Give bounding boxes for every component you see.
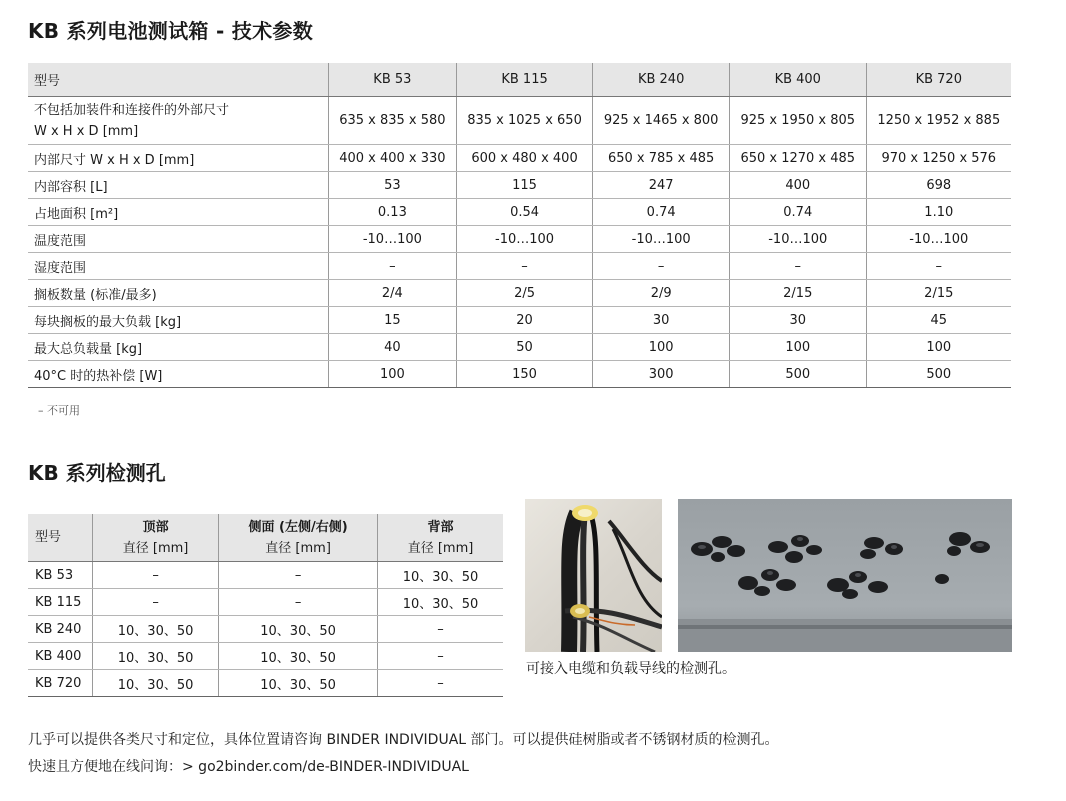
holes-cell: – [378,670,503,697]
spec-table [28,63,1011,388]
footnote: – 不可用 [38,404,80,417]
holes-cell: 10、30、50 [219,643,378,670]
holes-header-col-sub: 直径 [mm] [265,540,331,556]
footer-link-text: 快速且方便地在线问询：> go2binder.com/de-BINDER-INDIVIDUAL [28,759,469,775]
spec-cell: -10…100 [593,226,730,253]
spec-cell: 600 x 480 x 400 [456,145,593,172]
holes-cell: – [378,643,503,670]
spec-cell: 100 [593,334,730,361]
spec-row [28,334,1011,361]
spec-cell: 500 [866,361,1011,388]
spec-row [28,361,1011,388]
spec-cell: 30 [593,307,730,334]
holes-header-col-sub: 直径 [mm] [122,540,189,556]
spec-cell: 50 [456,334,593,361]
spec-cell: 15 [329,307,457,334]
spec-cell: 20 [456,307,593,334]
spec-row [28,172,1011,199]
spec-header-model: KB 720 [866,63,1011,97]
spec-cell: – [329,253,457,280]
spec-header-model: KB 115 [456,63,593,97]
holes-header-col [219,514,378,562]
spec-row-label-line1: 不包括加装件和连接件的外部尺寸 [34,102,230,118]
holes-model: KB 53 [28,562,93,589]
holes-header-col-name: 顶部 [142,519,169,535]
spec-row [28,307,1011,334]
holes-header-label: 型号 [28,514,93,562]
spec-row-label: 湿度范围 [28,253,329,280]
holes-header-col-name: 背部 [427,519,454,535]
holes-model: KB 720 [28,670,93,697]
spec-row-label: 最大总负载量 [kg] [28,334,329,361]
section-title: KB 系列检测孔 [28,461,166,485]
holes-cell: 10、30、50 [378,589,503,616]
spec-cell: -10…100 [329,226,457,253]
spec-cell: – [729,253,866,280]
photo-caption: 可接入电缆和负载导线的检测孔。 [526,661,736,677]
footer-text: 几乎可以提供各类尺寸和定位，具体位置请咨询 BINDER INDIVIDUAL 部门。可以提供硅树脂或者不锈钢材质的检测孔。 [28,732,779,748]
silicone-plugs-photo [678,499,1012,652]
holes-row [28,616,503,643]
spec-cell: 115 [456,172,593,199]
spec-cell: 300 [593,361,730,388]
holes-row [28,589,503,616]
spec-cell: 650 x 1270 x 485 [729,145,866,172]
spec-cell: 0.74 [593,199,730,226]
spec-cell: 247 [593,172,730,199]
holes-cell: 10、30、50 [93,670,219,697]
spec-cell: 2/4 [329,280,457,307]
holes-cell: 10、30、50 [93,616,219,643]
holes-table [28,514,503,697]
spec-cell: – [866,253,1011,280]
holes-header-col [93,514,219,562]
holes-model: KB 240 [28,616,93,643]
spec-header-model: KB 53 [329,63,457,97]
spec-cell: 30 [729,307,866,334]
spec-cell: 100 [329,361,457,388]
holes-header-col [378,514,503,562]
spec-cell: 650 x 785 x 485 [593,145,730,172]
spec-cell: 0.13 [329,199,457,226]
holes-row [28,643,503,670]
spec-cell: 400 x 400 x 330 [329,145,457,172]
spec-cell: 1250 x 1952 x 885 [866,97,1011,145]
holes-cell: – [93,589,219,616]
spec-cell: 698 [866,172,1011,199]
spec-cell: 0.74 [729,199,866,226]
spec-row-label: 温度范围 [28,226,329,253]
spec-header-model: KB 400 [729,63,866,97]
spec-cell: 100 [866,334,1011,361]
spec-row-label: 占地面积 [m²] [28,199,329,226]
holes-cell: – [219,562,378,589]
spec-cell: -10…100 [729,226,866,253]
spec-cell: 45 [866,307,1011,334]
spec-header-model: KB 240 [593,63,730,97]
spec-row [28,145,1011,172]
spec-row [28,226,1011,253]
spec-row-label: 内部尺寸 W x H x D [mm] [28,145,329,172]
holes-header-row [28,514,503,562]
holes-cell: 10、30、50 [378,562,503,589]
holes-cell: – [378,616,503,643]
spec-row-label: 搁板数量 (标准/最多) [28,280,329,307]
spec-cell: 970 x 1250 x 576 [866,145,1011,172]
holes-header-col-name: 侧面 (左侧/右侧) [248,519,348,535]
spec-cell: 150 [456,361,593,388]
spec-cell: – [593,253,730,280]
spec-cell: -10…100 [866,226,1011,253]
holes-cell: – [219,589,378,616]
spec-cell: 2/15 [729,280,866,307]
spec-cell: 925 x 1465 x 800 [593,97,730,145]
holes-cell: – [93,562,219,589]
spec-cell: 53 [329,172,457,199]
spec-cell: 500 [729,361,866,388]
spec-cell: 2/15 [866,280,1011,307]
spec-row-label: 每块搁板的最大负载 [kg] [28,307,329,334]
spec-cell: 0.54 [456,199,593,226]
spec-cell: 635 x 835 x 580 [329,97,457,145]
holes-cell: 10、30、50 [93,643,219,670]
spec-row [28,253,1011,280]
spec-header-label: 型号 [28,63,329,97]
spec-row-label: 40°C 时的热补偿 [W] [28,361,329,388]
spec-row [28,199,1011,226]
spec-row [28,97,1011,145]
spec-header-row [28,63,1011,97]
holes-cell: 10、30、50 [219,616,378,643]
spec-cell: 400 [729,172,866,199]
cable-port-photo [525,499,662,652]
spec-cell: – [456,253,593,280]
holes-model: KB 115 [28,589,93,616]
page-title: KB 系列电池测试箱 - 技术参数 [28,19,314,43]
spec-cell: 835 x 1025 x 650 [456,97,593,145]
spec-row-label [28,97,329,145]
spec-cell: 40 [329,334,457,361]
holes-header-col-sub: 直径 [mm] [407,540,474,556]
spec-cell: 2/9 [593,280,730,307]
spec-row-label-line2: W x H x D [mm] [34,123,139,139]
spec-cell: -10…100 [456,226,593,253]
spec-row [28,280,1011,307]
holes-row [28,562,503,589]
spec-row-label: 内部容积 [L] [28,172,329,199]
spec-cell: 100 [729,334,866,361]
holes-model: KB 400 [28,643,93,670]
spec-cell: 925 x 1950 x 805 [729,97,866,145]
spec-cell: 1.10 [866,199,1011,226]
holes-row [28,670,503,697]
holes-cell: 10、30、50 [219,670,378,697]
spec-cell: 2/5 [456,280,593,307]
